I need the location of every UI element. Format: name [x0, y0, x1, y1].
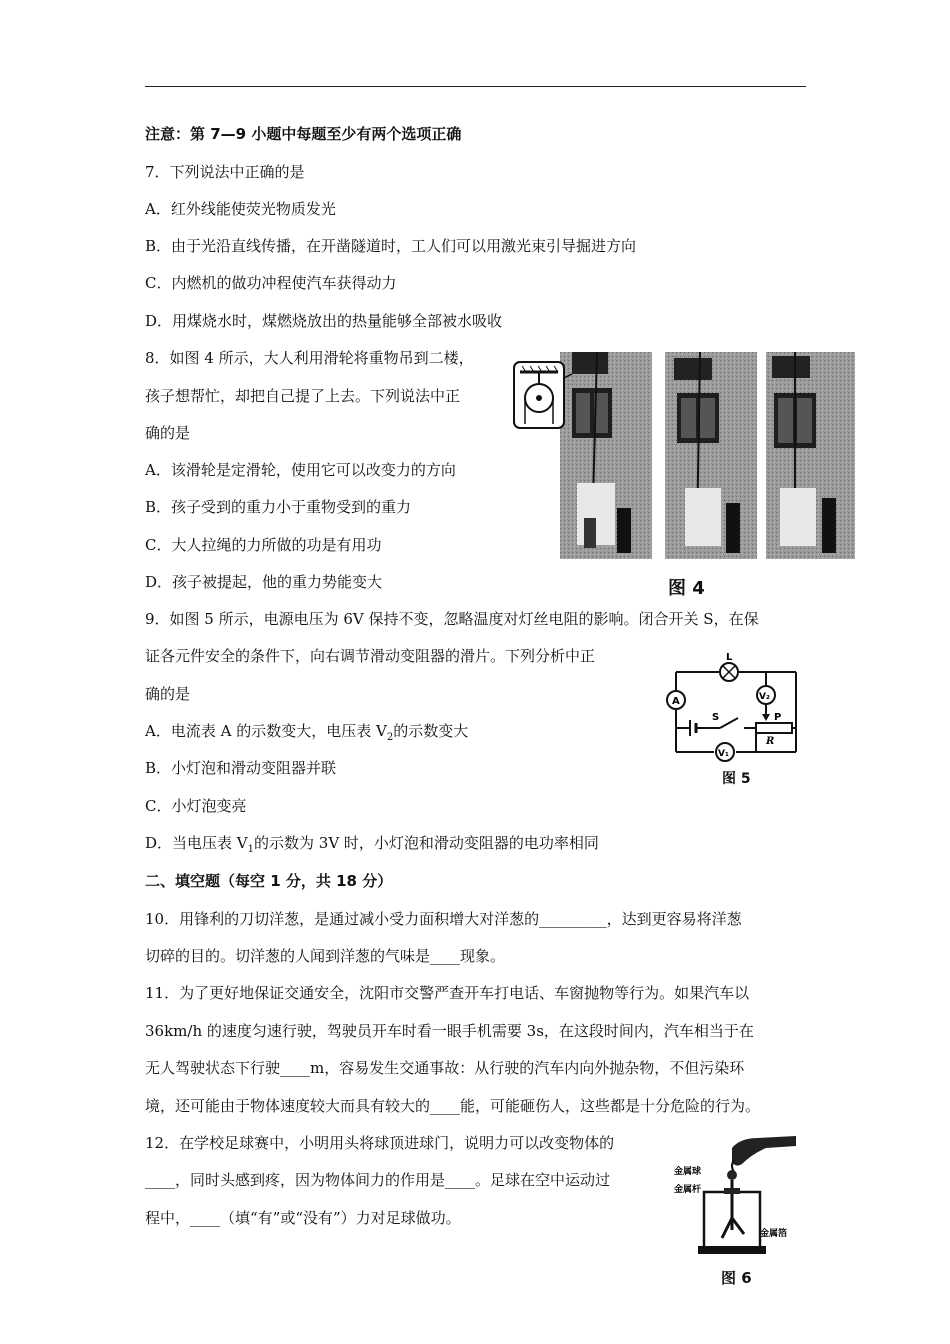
- figure-5-caption: 图 5: [722, 771, 751, 787]
- rheostat-label: R: [766, 736, 775, 747]
- q9-option-d-text-end: 的示数为 3V 时，小灯泡和滑动变阻器的电功率相同: [254, 834, 599, 852]
- q7-stem: 7．下列说法中正确的是: [145, 163, 305, 181]
- q8-option-c: C．大人拉绳的力所做的功是有用功: [145, 536, 382, 554]
- voltmeter-v2-label: V₂: [759, 692, 770, 702]
- q8-stem-line1: 8．如图 4 所示，大人利用滑轮将重物吊到二楼，: [145, 349, 474, 367]
- q7-option-b: B．由于光沿直线传播，在开凿隧道时，工人们可以用激光束引导掘进方向: [145, 237, 637, 255]
- q9-stem-line2: 证各元件安全的条件下，向右调节滑动变阻器的滑片。下列分析中正: [145, 647, 596, 665]
- q9-option-a-text-end: 的示数变大: [393, 722, 469, 740]
- q9-option-c: C．小灯泡变亮: [145, 797, 247, 815]
- q12-line2: ____，同时头感到疼，因为物体间力的作用是____。足球在空中运动过: [145, 1171, 611, 1189]
- q9-option-d-text: D．当电压表 V: [145, 834, 248, 852]
- q12-line1: 12．在学校足球赛中，小明用头将球顶进球门，说明力可以改变物体的: [145, 1134, 615, 1152]
- figure-5-circuit-diagram: [660, 648, 810, 770]
- q7-option-d: D．用煤烧水时，煤燃烧放出的热量能够全部被水吸收: [145, 312, 503, 330]
- metal-rod-label: 金属杆: [674, 1185, 702, 1195]
- metal-foil-label: 金属箔: [760, 1229, 788, 1239]
- q12-line3: 程中，____（填“有”或“没有”）力对足球做功。: [145, 1209, 461, 1227]
- q7-option-a: A．红外线能使荧光物质发光: [145, 200, 336, 218]
- q11-line4: 境，还可能由于物体速度较大而具有较大的____能，可能砸伤人，这些都是十分危险的行为。: [145, 1097, 761, 1115]
- header-rule: [145, 86, 806, 87]
- q8-stem-line2: 孩子想帮忙，却把自己提了上去。下列说法中正: [145, 387, 461, 405]
- photo-1: [560, 352, 652, 559]
- note-heading: 注意：第 7—9 小题中每题至少有两个选项正确: [145, 125, 462, 143]
- lamp-label: L: [726, 652, 733, 663]
- q9-option-b: B．小灯泡和滑动变阻器并联: [145, 759, 337, 777]
- figure-4-pulley-photos: [512, 348, 857, 563]
- q8-option-b: B．孩子受到的重力小于重物受到的重力: [145, 498, 412, 516]
- photo-2: [665, 352, 757, 559]
- q8-option-a: A．该滑轮是定滑轮，使用它可以改变力的方向: [145, 461, 456, 479]
- battery-icon: [690, 720, 696, 736]
- q9-option-d: [145, 833, 599, 860]
- q9-option-a-text: A．电流表 A 的示数变大，电压表 V: [145, 722, 387, 740]
- section-2-heading: 二、填空题（每空 1 分，共 18 分）: [145, 872, 393, 890]
- q11-line1: 11．为了更好地保证交通安全，沈阳市交警严查开车打电话、车窗抛物等行为。如果汽车以: [145, 984, 750, 1002]
- q8-stem-line3: 确的是: [145, 424, 191, 442]
- q8-option-d: D．孩子被提起，他的重力势能变大: [145, 573, 383, 591]
- q10-line2: 切碎的目的。切洋葱的人闻到洋葱的气味是____现象。: [145, 947, 506, 965]
- pulley-inset-icon: [514, 362, 572, 428]
- slider-label: P: [774, 712, 782, 723]
- q11-line3: 无人驾驶状态下行驶____m，容易发生交通事故：从行驶的汽车内向外抛杂物，不但污染环: [145, 1059, 745, 1077]
- q9-option-a-subscript: 2: [386, 732, 394, 743]
- hand-icon: [732, 1136, 796, 1172]
- q11-line2: 36km/h 的速度匀速行驶，驾驶员开车时看一眼手机需要 3s，在这段时间内，汽车相当于在: [145, 1022, 754, 1040]
- q10-line1: 10．用锋利的刀切洋葱，是通过减小受力面积增大对洋葱的_________，达到更容易将洋葱: [145, 910, 742, 928]
- figure-6-caption: 图 6: [721, 1269, 752, 1287]
- photo-3: [766, 352, 855, 559]
- metal-ball-label: 金属球: [674, 1167, 702, 1177]
- lamp-icon: [720, 663, 738, 681]
- figure-4-caption: 图 4: [668, 578, 705, 599]
- switch-label: S: [712, 712, 720, 723]
- q7-option-c: C．内燃机的做功冲程使汽车获得动力: [145, 274, 397, 292]
- q9-stem-line3: 确的是: [145, 685, 191, 703]
- figure-6-electroscope: [670, 1130, 800, 1270]
- q9-stem-line1: 9．如图 5 所示，电源电压为 6V 保持不变，忽略温度对灯丝电阻的影响。闭合开关 S，在保: [145, 610, 759, 628]
- q9-option-d-subscript: 1: [247, 844, 255, 855]
- q9-option-a: [145, 721, 468, 748]
- voltmeter-v1-label: V₁: [718, 749, 729, 759]
- metal-ball-icon: [727, 1170, 737, 1180]
- ammeter-label: A: [672, 696, 680, 707]
